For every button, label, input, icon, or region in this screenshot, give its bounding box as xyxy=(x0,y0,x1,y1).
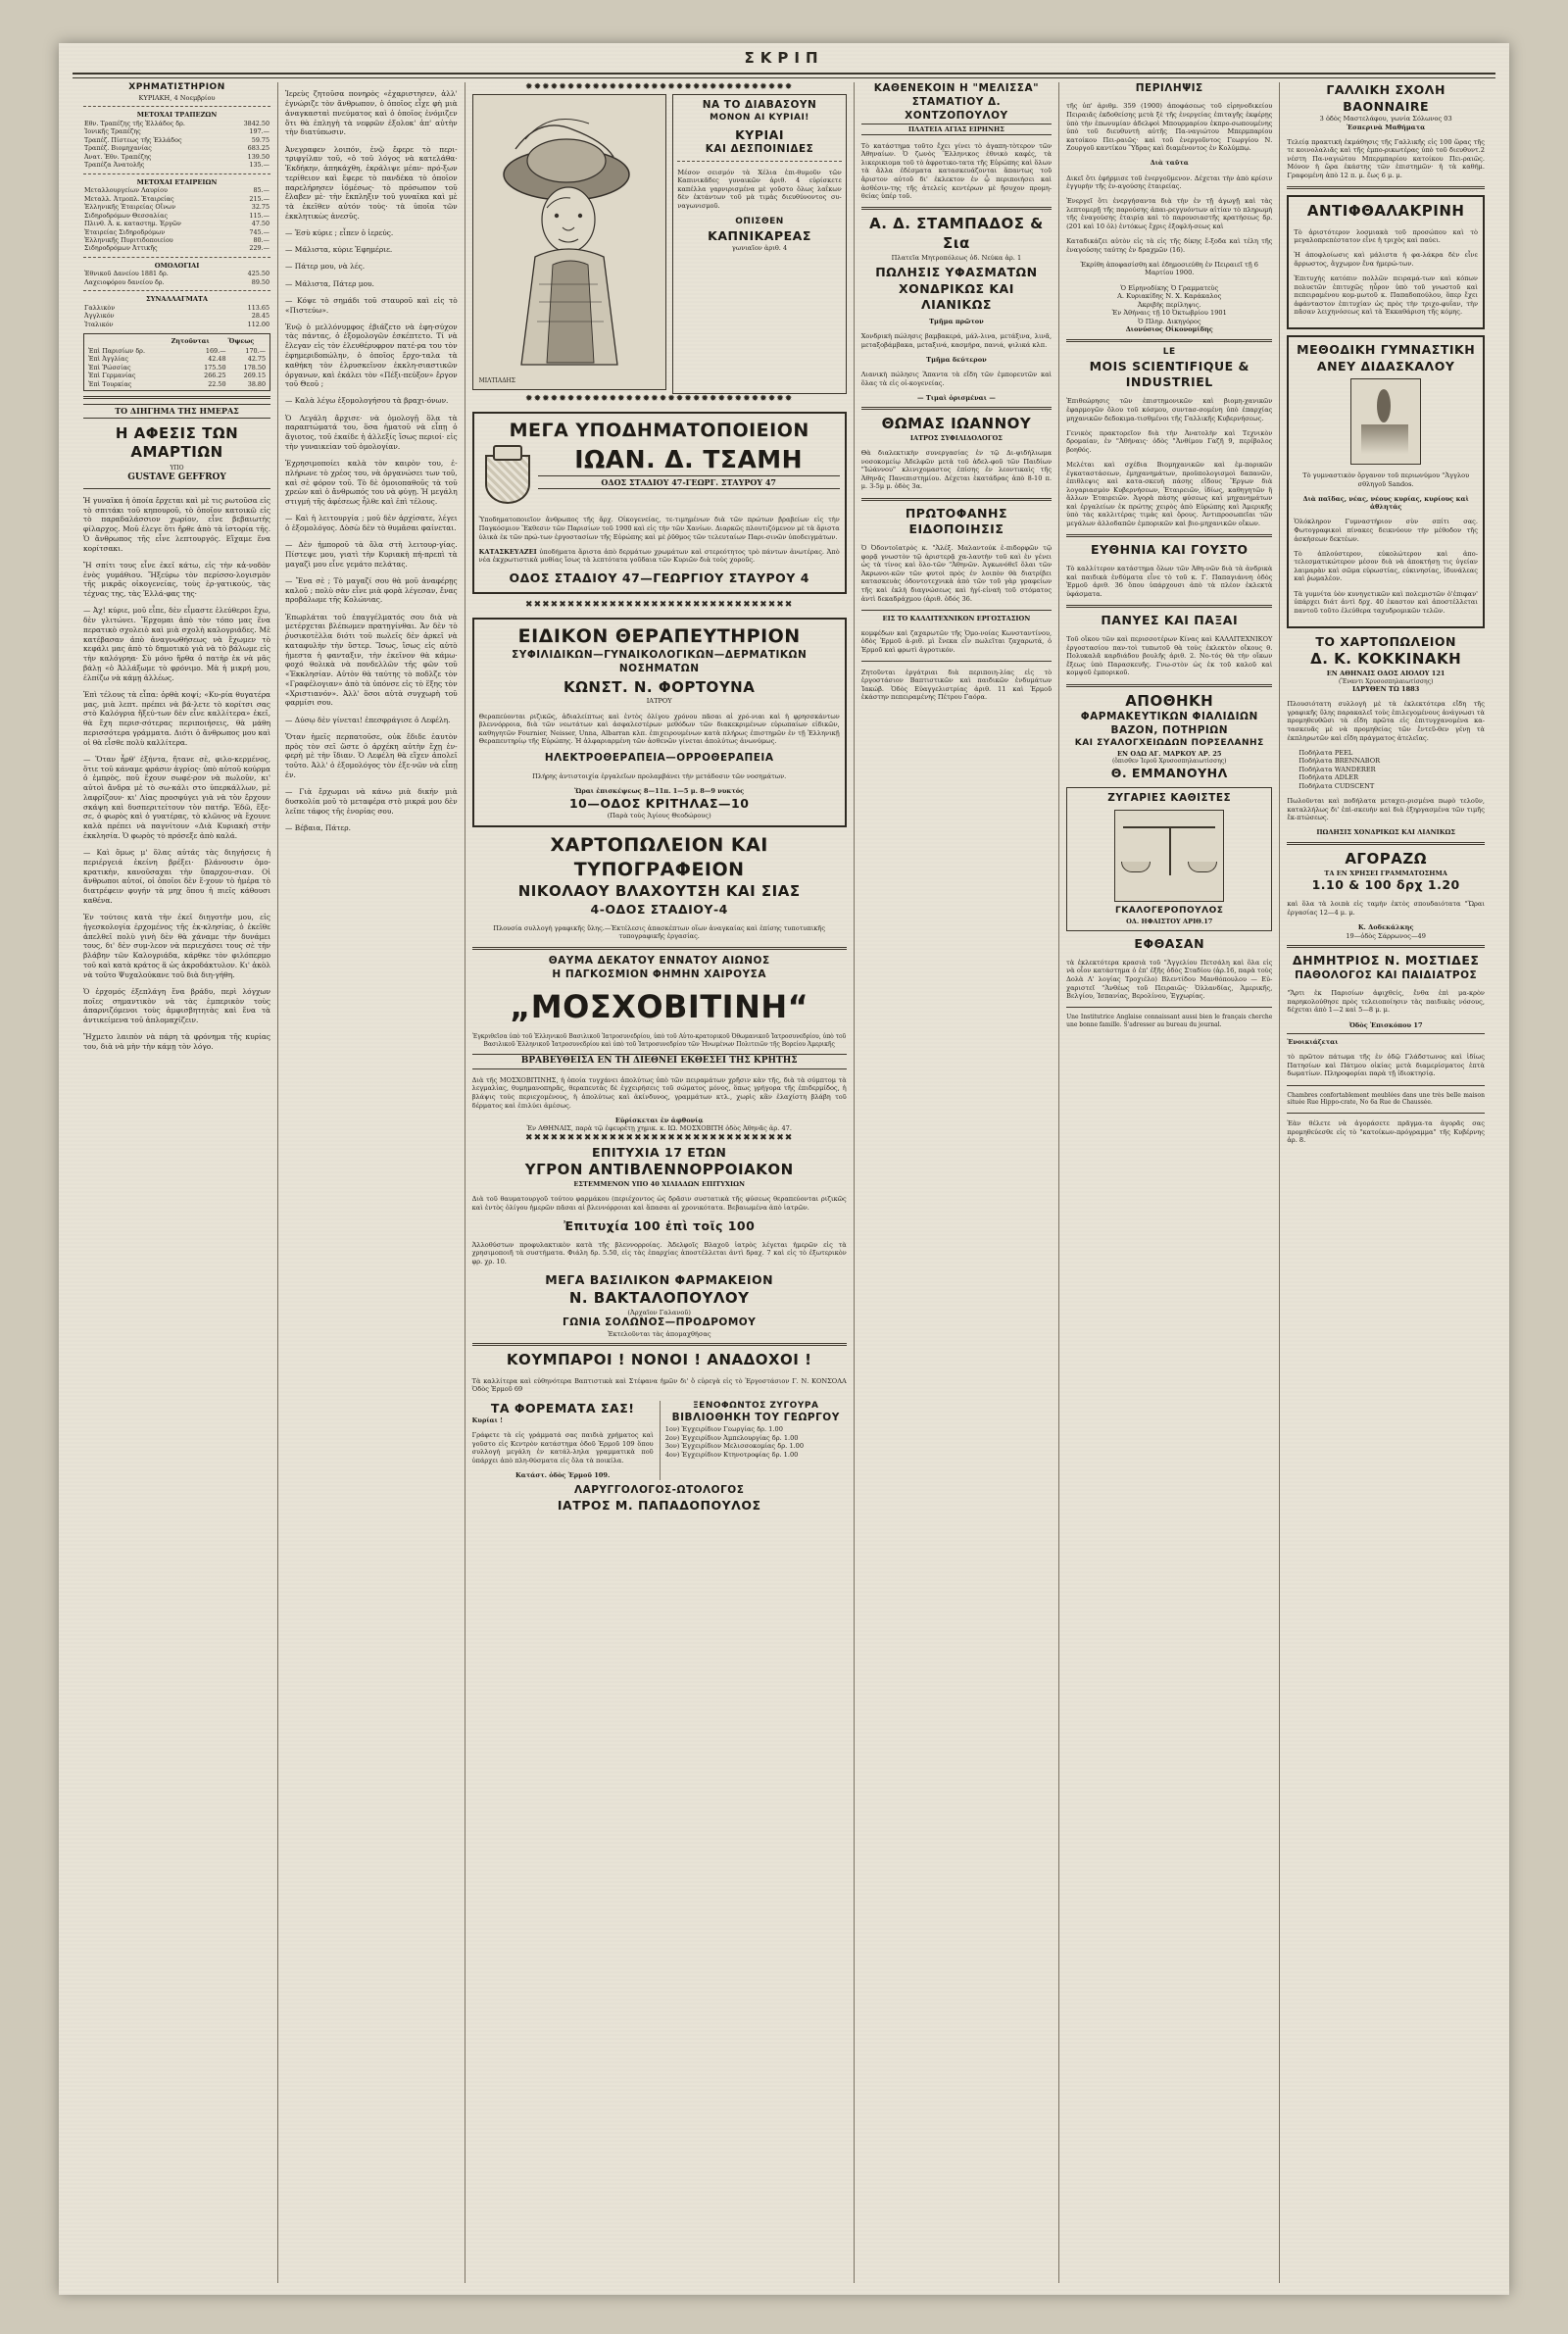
table-row: Μεταλλ. Ἀτμοπλ. Ἑταιρείας 215.— xyxy=(84,194,270,203)
stampados-title-1: ΠΩΛΗΣΙΣ ΥΦΑΣΜΑΤΩΝ xyxy=(875,265,1038,280)
column-1 xyxy=(76,82,277,2283)
list-item: Ποδήλατα CUDSCENT xyxy=(1298,781,1375,790)
story-paragraph: Ἀνεγραφεν λοιπόν, ἐνῷ ἔφερε τὸ περι-τριφγίλαν τοῦ, «ὁ τοῦ λόγος νὰ κατελάθα· Ἐκδήκην, ἀπηκάχθη, ἐκράλιψε μέαν· πρό-ξων τερίθειον καὶ ἔφερε τὸ πανδέκα τὸ ὁποῖον παρελήρησεν ἰόμέσως· τὸ πρόσωπον τοῦ ἔλαβεν μὲ· τὴν ἔκπληξιν τοῦ γυναῖκα καὶ μὲ τὰ ἐκεῖθεν αὐτόν τοὺς· τὰ ὑποῖα τῶν ἐκκλητικὼς ἀνεσῦς. xyxy=(285,144,458,221)
panyes-title: ΠΑΝΥΕΣ ΚΑΙ ΠΑΞΑΙ xyxy=(1101,613,1239,628)
moschovitini-contact: Εὑρίσκεται ἐν ἀφθονίᾳ xyxy=(614,1116,704,1124)
table-row: Ἰονικῆς Τραπέζης 197.— xyxy=(84,127,270,136)
company-shares-table xyxy=(83,186,270,253)
bank-shares-table xyxy=(83,120,270,170)
table-row: Σιδηροδρόμων Ἀττικῆς 229.— xyxy=(84,244,270,253)
story-paragraph: — Ἐσὺ κύριε ; εἶπεν ὁ ἱερεύς. xyxy=(285,228,394,238)
moschovitini-address: Ἐν ΑΘΗΝΑΙΣ, παρὰ τῷ ἐφευρέτῃ χημικ. κ. ΙΩ. ΜΟΣΧΟΒΙΤΗ ὁδὸς Ἀθηνᾶς ἀρ. 47. xyxy=(526,1124,792,1133)
french-school-title: ΓΑΛΛΙΚΗ ΣΧΟΛΗ ΒΑΟΝΝΑΙRE xyxy=(1326,82,1446,114)
french-classified: Une Institutrice Anglaise connaissant aussi bien le français cherche une bonne famille. S'adresser au bureau du journal. xyxy=(1066,1014,1273,1028)
melissa-ad-title: ΚΑΘΕΝΕΚΟΙΝ Η "ΜΕΛΙΣΣΑ" xyxy=(873,82,1040,94)
liquid-ad-sub: ΕΣΤΕΜΜΕΝΟΝ ΥΠΟ 40 ΧΙΛΙΑΔΩΝ ΕΠΙΤΥΧΙΩΝ xyxy=(573,1179,746,1188)
feuilleton-paragraph: Ἤχμετο λαιπὸν νὰ πάρη τὰ φρόνημα τῆς κυρίας του, διὰ νὰ μὴν τὴν κάμῃ τὸν λόγο. xyxy=(83,1032,271,1052)
first-aid-title: ΠΡΩΤΟΦΑΝΗΣ ΕΙΔΟΠΟΙΗΣΙΣ xyxy=(905,505,1007,537)
table-row: Ἑλληνικῆς Πυριτιδοποιείου 80.— xyxy=(84,236,270,244)
euthinia-title: ΕΥΘΗΝΙΑ ΚΑΙ ΓΟΥΣΤΟ xyxy=(1090,542,1249,558)
list-item: Ποδήλατα WANDERER xyxy=(1298,765,1376,773)
dresses-ad-sub: Κυρίαι ! xyxy=(471,1416,503,1425)
rental-title: Ἐνοικιάζεται xyxy=(1287,1038,1339,1047)
bonds-header: ΟΜΟΛΟΓΙΑΙ xyxy=(154,261,200,270)
stamps-address: 19—ὁδὸς Σάρρωνος—49 xyxy=(1346,931,1426,940)
hat-illustration xyxy=(472,94,667,390)
gymnastics-body: Τὸ γυμναστικὸν ὄργανον τοῦ περιωνύμου "Ἀγγλου σθληγοῦ Sandos. xyxy=(1302,471,1470,488)
hat-ad-store: ΚΑΠΝΙΚΑΡΕΑΣ xyxy=(708,227,811,243)
apothiki-sub-3: ΚΑΙ ΣΥΑΛΟΓΧΕΙΩΔΩΝ ΠΟΡΣΕΛΑΝΗΣ xyxy=(1074,738,1264,749)
newspaper-sheet xyxy=(59,43,1509,2295)
lady-with-hat-drawing xyxy=(496,110,643,374)
liquid-ad-price: Ἐπιτυχία 100 ἐπὶ τοῖς 100 xyxy=(564,1217,756,1233)
clinic-methods: ΗΛΕΚΤΡΟΘΕΡΑΠΕΙΑ—ΟΡΡΟΘΕΡΑΠΕΙΑ xyxy=(544,752,774,765)
antidandruff-title: ΑΝΤΙΦΘΑΛΑΚΡΙΝΗ xyxy=(1306,202,1465,221)
story-paragraph: — Δὲν ἠμποροῦ τὰ ὅλα στὴ λειτουρ-γίας. Πίστεψε μου, γιατὶ τὴν Κυριακὴ πή-πρεπὶ τὰ μαγαζὶ μου εἶνε γεμάτο πελάτας. xyxy=(285,540,458,569)
stationery-footer: ΠΩΛΗΣΙΣ ΧΟΝΔΡΙΚΩΣ ΚΑΙ ΛΙΑΝΙΚΩΣ xyxy=(1316,828,1455,837)
bank-shares-header: ΜΕΤΟΧΑΙ ΤΡΑΠΕΖΩΝ xyxy=(136,111,218,120)
shoe-shop-ad xyxy=(472,412,847,594)
stamps-title: ΑΓΟΡΑΖΩ xyxy=(1345,849,1427,868)
stampados-name: Α. Δ. ΣΤΑΜΠΑΔΟΣ & Σια xyxy=(869,215,1044,253)
antidandruff-body-3: Ἐπιτυχὴς κατόπιν πολλῶν πειραμά-των καὶ κόπων πολυετῶν ἐπιτυχῶς ηὗρον ὑπὸ τοῦ γνωστοῦ καὶ πεπειραμένου κομ-μωτοῦ κ. Παπαδοπούλου, ὅπερ ἔχει ἀφάνταστον ἐπιτυχίαν ὡς πρὸς τὴν τριχο-φυΐαν, τὴν πᾶσαν λειχηνόσεως καὶ τὰ Ἐκκαθάριση τῆς κόμης. xyxy=(1294,273,1478,317)
masthead-title: ΣΚΡΙΠ xyxy=(744,49,824,67)
columns-container xyxy=(76,82,1492,2283)
stampados-body-2: Λιανικὴ πώλησις Ἅπαντα τὰ εἴδη τῶν ἐμπορευτῶν καὶ ὅλας τὰ εἰς οἰ-κογενείας. xyxy=(860,370,1053,387)
antidandruff-body: Τὸ ἀριστότερον λοσμιακὰ τοῦ προσώπου καὶ τὸ μεγαλοπρεπέστατον εἶνε ἡ τριχὸς καὶ παύει. xyxy=(1294,227,1478,245)
apothiki-address: ΕΝ ΟΔΩ ΑΓ. ΜΑΡΚΟΥ ΑΡ. 25 xyxy=(1117,749,1222,758)
miracle-line-1: ΘΑΥΜΑ ΔΕΚΑΤΟΥ ΕΝΝΑΤΟΥ ΑΙΩΝΟΣ xyxy=(548,955,770,968)
clinic-title: ΕΙΔΙΚΟΝ ΘΕΡΑΠΕΥΤΗΡΙΟΝ xyxy=(517,624,801,647)
stationery-address: ΕΝ ΑΘΗΝΑΙΣ ΟΔΟΣ ΑΙΟΛΟΥ 121 xyxy=(1326,670,1446,678)
hat-ad-line4: ΚΑΙ ΔΕΣΠΟΙΝΙΔΕΣ xyxy=(705,143,814,156)
feuilleton-by: ΥΠΟ xyxy=(170,465,184,472)
clinic-ad xyxy=(472,618,847,827)
apothiki-sub-2: BAZON, ΠΟΤΗΡΙΩΝ xyxy=(1110,724,1229,737)
moschovitini-award: ΒΡΑΒΕΥΘΕΙΣΑ ΕΝ ΤΗ ΔΙΕΘΝΕΙ ΕΚΘΕΣΕΙ ΤΗΣ ΚΡΗΤΗΣ xyxy=(472,1054,847,1069)
melissa-ad-body: Τὸ κατάστημα τοῦτο ἔχει γίνει τὸ ἀγαπη-τὸτερον τῶν Ἀθηναίων. Ὁ ζωνὸς Ἕλληνικος ἐθνικὸ καφές, τὰ λικερικιομα τοῦ τὸ ἀφροτικο-τατα τῆς Εὐρώπης καὶ ὅλων τὰ ἄλλα ἐδέσματα κατασκευάζονται ἅπαντως τοῦ ἄριστον αὐτοῦ δι' ἐκλεκτον ἐν ᾧ περιποιήσει καὶ ἀσθέσιν-της τῆς ἀτελείς κεντέρων μὲ ἥσυχον προμη-θείας ὑπέρ τοῦ. xyxy=(860,141,1053,201)
story-paragraph: — Πάτερ μου, νὰ λές. xyxy=(285,262,366,272)
story-paragraph: Ἐπωρλάται τοῦ ἐπαγγέλματός σου διὰ νὰ μετέρχεται βλέπωμεν πρατηγίνθαι. Ἀν δὲν τὸ ῥυσικοτὲλλα διότι τοῦ πωλεῖς δὲν ἀρκεῖ νὰ καταφυλὴν τὴν ὕστερ. Ἵσως, ἵσως εἰς αὐτὸ ἡμεστα ἡ φανταξιν, τὴν ἐκεῖνον θὰ κάμω· φοχό θολικὰ νὰ πονδελλῶν τῆς φῶν τοῦ «Ἐκκλησίαν. Αὐτὸν θὰ ταύτης τὸ ποδλζε τὸν «Γραφέλογιαν» ἀπὸ τὰ ὑπόνσε εἰς τὸ ἕξης τὸν «Χριστιανόν». Ἀλλ' ὅσοι αὐτὰ συγχωρὴ τοῦ φαρμίσι σου. xyxy=(285,612,458,708)
laryngologist-name: ΙΑΤΡΟΣ Μ. ΠΑΠΑΔΟΠΟΥΛΟΣ xyxy=(557,1497,761,1513)
gymnastics-sub: ΑΝΕΥ ΔΙΔΑΣΚΑΛΟΥ xyxy=(1316,358,1455,373)
clinic-footnote: Πλήρης ἀντιστοιχία ἐργαλεῖων προλαμβάνει τὴν μετάδοσιν τῶν νοσημάτων. xyxy=(532,771,787,780)
stamps-sub: ΤΑ ΕΝ ΧΡΗΣΕΙ ΓΡΑΜΜΑΤΟΣΗΜΑ xyxy=(1324,869,1447,877)
stampados-body-1: Χονδρικὴ πώλησις βαμβακερά, μάλ-λινα, μετάξινα, λινᾶ, μεταξοβάμβακα, μεταξινά, κασμήρα, πανιά, ψιλικά κλπ. xyxy=(860,332,1053,349)
table-row: Ἀγγλικόν 28.45 xyxy=(84,312,270,321)
table-row: Ἐπὶ Τουρκίας 22.50 38.80 xyxy=(88,379,267,388)
liquid-ad-note: Ἀλλοθύστων προφυλακτικὸν κατὰ τῆς βλεννορροίας. Ἀδελφοῖς Βλαχοῦ ἰατρὸς λέγεται ἡμερῶν εἰς τὰ χρησιμοποιῆ τὰ συστήματα. Φιάλη δρ. 5.50, εἰς τὰς ἐπαρχίας ἀποστέλλεται ἀντὶ δραχ. 7 καὶ εἰς τὸ ἐξωτερικὸν φρ. χρ. 10. xyxy=(471,1240,847,1266)
clinic-address: 10—ΟΔΟΣ ΚΡΙΤΗΛΑΣ—10 xyxy=(568,795,750,811)
legal-notice-title: ΠΕΡΙΛΗΨΙΣ xyxy=(1135,82,1203,94)
gymnastics-body-5: Τὰ γυμνίτα ὑὸν κυνηγετικῶν καὶ πολεμιστῶν ὁ'ἐπιφαν' ὑπάρχει διάτ ἀντὶ δρχ. 40 ἑκαστον καὶ ἀποστέλλεται παντοῦ τοῦτο ἐλεύθερα ταχυδρομικῶν τελῶν. xyxy=(1294,589,1478,615)
feuilleton-title: Η ΑΦΕΣΙΣ ΤΩΝ ΑΜΑΡΤΙΩΝ xyxy=(115,423,239,462)
stationery-title: ΤΟ ΧΑΡΤΟΠΩΛΕΙΟΝ xyxy=(1315,633,1456,649)
scales-title: ΖΥΓΑΡΙΕΣ ΚΑΘΙΣΤΕΣ xyxy=(1107,792,1232,805)
mois-title-2: MOIS SCIENTIFIQUE & INDUSTRIEL xyxy=(1089,358,1250,390)
stampados-section-2: Τμῆμα δεύτερον xyxy=(926,355,987,364)
liquid-ad-title: ΕΠΙΤΥΧΙΑ 17 ΕΤΩΝ xyxy=(591,1144,727,1160)
pharmacy-ad-title: ΜΕΓΑ ΒΑΣΙΛΙΚΟΝ ΦΑΡΜΑΚΕΙΟΝ xyxy=(545,1272,774,1288)
liquid-ad-name: ΥΓΡΟΝ ΑΝΤΙΒΛΕΝΝΟΡΡΟΙΑΚΟΝ xyxy=(524,1161,794,1179)
legal-sign-3: Ἀκριβὴς περίληψις. xyxy=(1137,300,1201,309)
pediatrician-address: Ὁδὸς Ἐπισκόπου 17 xyxy=(1348,1020,1423,1029)
rental-body: τὸ πρῶτον πάτωμα τῆς ἐν ὁδῷ Γλάδστωνος καὶ ἰδίως Πατησίων καὶ Πάτμου οἰκίας μετὰ διαμερίσματος ἑπτὰ δωματίων. Πληροφορίαι παρὰ τῇ ἰδιοκτησίᾳ. xyxy=(1287,1053,1485,1078)
gymnastics-body-3: Ὁλόκληρον Γυμναστήριον σὺν σπίτι σας. Φωτογραφικοὶ πίνακες δεικνύουν τὴν μέθοδον τῆς ἀσκήσεων δεκτέων. xyxy=(1294,518,1478,543)
scale-pan-right-icon xyxy=(1188,862,1217,872)
list-item: Ποδήλατα BRENNABOR xyxy=(1298,757,1381,766)
list-item: Ποδήλατα PEEL xyxy=(1298,748,1353,757)
story-paragraph: — Δύσῳ δὲν γίνεται! ἐπεσφράγισε ὁ Λεφέλη. xyxy=(285,715,451,724)
shoe-ad-address2: ΟΔΟΣ ΣΤΑΔΙΟΥ 47—ΓΕΩΡΓΙΟΥ ΣΤΑΥΡΟΥ 4 xyxy=(509,571,809,586)
legal-notice-date: Ἐκρίθη ἀποφασίσθη καὶ ἐδημοσιεύθη ἐν Πειραιεῖ τῇ 6 Μαρτίου 1900. xyxy=(1080,260,1258,277)
stamps-price: 1.10 & 100 δρχ 1.20 xyxy=(1311,877,1460,893)
column-2 xyxy=(277,82,465,2283)
shoe-ad-address: ΟΔΟΣ ΣΤΑΔΙΟΥ 47-ΓΕΩΡΓ. ΣΤΑΥΡΟΥ 47 xyxy=(538,475,840,490)
bookstore-list: 1ον) Ἐγχειρίδιον Γεωργίας δρ. 1.00 2ον) Ἐγχειρίδιον Ἀμπελουργίας δρ. 1.00 3ον) Ἐγχειρίδιον Μελισσοκομίας δρ. 1.00 4ον) Ἐγχειρίδιον Κτηνοτροφίας δρ. 1.00 xyxy=(664,1425,805,1460)
clinic-address2: (Παρὰ τοὺς Ἁγίους Θεοδώρους) xyxy=(607,812,711,820)
mois-body-2: Γενικὸς πρακτορεῖον διὰ τὴν Ἀνατολὴν καὶ Τεχνικὸν δρομαίαν, ἐν "Ἀθήναις· ὁδὸς "Ἀνθίμου Γαζῆ 9, περίβολος βοηθός. xyxy=(1066,428,1273,454)
feuilleton-paragraph: Ἐπὶ τέλους τὰ εἶπα: ὀρθὰ κοψί; «Κυ-ρία θυγατέρα μας, μιὰ λεπτ. πρέπει νὰ βά-λετε τὸ κορίτσι σας στὸ Καλόγρια ἤξεύ-των δὲν εἶνε καλλίτερα» ἐκεῖ, θὰ ἔχη περισ-σότερας περιποιήσεις, θὰ μάθη περισσότερα γράμματα. Διότι ὁ ἄνθρωπος μου καὶ οἱ θὰ εἶσθε πολὺ καλλίτερα. xyxy=(83,689,271,747)
story-paragraph: Ἱερεὺς ζητοῦσα πονηρὸς «ἐχαριστησεν, ἀλλ' ἐγνώριζε τὸν ἄνθρωπον, ὁ ὁποῖος εἶχε φὴ μιὰ ἀναγκασταὶ πνεύματος καὶ ὁ ὁποῖος ἐνόμιζεν ὅτι θὰ ἐπληγὴ τὰ νεφρῶν ἐξολοκ' ἀπ' αὐτὴν τὴν διατύπωσιν. xyxy=(285,89,458,137)
table-row: Ἐπὶ Παρισίων δρ. 169.— 170.— xyxy=(88,346,267,355)
final-notice: Ἐὰν θέλετε νὰ ἀγοράσετε πρᾶγμα-τα ἀγορᾶς σας προμηθεύεσθε εἰς τὸ "κατοίκων-πρόγραμμα" τῆς Κυβέρνης ἀρ. 8. xyxy=(1287,1119,1485,1145)
clinic-doctor: ΚΩΝΣΤ. Ν. ΦΟΡΤΟΥΝΑ xyxy=(564,677,756,696)
table-row: Ἑταιρείας Σιδηροδρόμων 745.— xyxy=(84,227,270,236)
table-row: Ἑλληνικῆς Ἑταιρείας Οἴνων 32.75 xyxy=(84,203,270,212)
thomas-doctor-body: Θὰ διαλεκτικὴν συνεργασίας ἐν τῷ Δι-ψιδήλιωμα νοσοκομείῳ Ἁδελφῶν μετὰ τοῦ ἀδελ-φοῦ τῶν Παιδίων "Ἰώάννου" κλινιχομαστος ἐπίσης ἐν λεοντικαὶς τῆς Ἀθηνᾶς Πανεπιστημίου. Δέχεται ἑκατάδρας ἀπὸ 8-10 π. μ. 3-5μ μ. ὁδὸς 3α. xyxy=(860,449,1053,491)
scales-address: ΟΔ. ΗΦΑΙΣΤΟΥ ΑΡΙΘ.17 xyxy=(1126,918,1213,926)
legal-notice-body-3: Ἐνεργεῖ ὅτι ἐνεργήσαντα διὰ τὴν ἐν τῇ ἀγωγῇ καὶ τὰς λεπτομερῇ τῆς παρούσης ἀπαι-ρεγγυόντων αἰτίαν τὸ πληρωμὴ τῆς ἐναγούσης ἑταιρίᾳ καὶ τὸ παρουσιαστῆς κρατήσεως δρ. (201 καὶ 10 ὀλ) ἐντόκως ἔχρις ἐξοφλή-σεως καὶ xyxy=(1066,197,1273,230)
shoe-ad-body: Ὑποδηματοποιεῖον ἄνθρωπος τῆς ἄρχ. Οἰκογενείας, τε-τιμημένων διὰ τῶν πρώτων βραβείων εἰς τὴν Παγκόσμιον Ἔκθεσιν τῶν Παρισίων τοῦ 1900 καὶ εἰς τὴν τῶν Χανίων. Διαρκῶς πλουτιζόμενον μὲ τὰ ἄριστα ὑλικὰ ἐκ τῶν πρώ-των ἐργοστασίων τῆς Εὐρώπης καὶ μὲ ῥῦθμος τῶν τελευταίων Παρι-σινῶν ὑποδειγμάτων. xyxy=(478,516,840,541)
company-shares-header: ΜΕΤΟΧΑΙ ΕΤΑΙΡΕΙΩΝ xyxy=(136,177,218,186)
legal-notice-body-4: Καταδικάζει αὐτὸν εἰς τὰ εἰς τῆς δίκης ἔ-ξοδα καὶ τέλη τῆς ἐναγούσης ταύτης ἐν δραχμῶν (16). xyxy=(1066,237,1273,254)
story-paragraph: Ἐνῷ ὁ μελλόνυμφος ἐβιάζετο νὰ ἐφη-σύχον τὰς πάντας, ὁ ἐξομολογῶν ἐσκέπτετο. Τί νὰ ἔλεγαν εἰς τὸν ἐλευθέρυφρον πατέ-ρα του τὸν ἐφημεριδοπώλην, ὁ ὁποῖος ἔρχο-ταλα τὰ καθήκη τὸν ἐλρυσκεῖνον ἐκκλη-σιαστικῶν ὀργανων, καὶ ἐκάλει τὸν «Πέξι-πεύξον» ἔργον τοῦ Θεοῦ ; xyxy=(285,322,458,389)
hat-ad-line2: ΜΟΝΟΝ ΑΙ ΚΥΡΙΑΙ! xyxy=(710,112,809,123)
pharmacy-ad-name: Ν. ΒΑΚΤΑΛΟΠΟΥΛΟΥ xyxy=(568,1288,750,1307)
story-paragraph: — Καλὰ λέγω ἐξομολογήσου τὰ βραχι-όνων. xyxy=(285,396,449,406)
story-paragraph: — Ἔνα σὲ ; Τὸ μαγαζί σου θὰ μοῦ ἀναφέρῃς καλοῦ ; πολὺ σὰν εἶνε μιὰ φορὰ λέγεσαν, ἔνας προβάλωμε τῆς Κολώνιας. xyxy=(285,575,458,605)
thomas-doctor-sub: ΙΑΤΡΟΣ ΣΥΦΙΛΙΔΟΛΟΓΟΣ xyxy=(909,434,1003,443)
table-row: Εθν. Τραπέζης τῆς Ἑλλάδος δρ. 3842.50 xyxy=(84,120,270,127)
scale-pan-left-icon xyxy=(1121,862,1151,872)
column-6 xyxy=(1279,82,1492,2283)
first-aid-body: Ὁ Ὀδοντοϊατρὸς κ. "Ἀλέξ. Μαλαντούκ ἐ-πιδορφῶν τῷ φορᾷ γνωστὸν τῷ ἀριστερᾷ χα-λαυτὴν τοῦ καὶ ἐν γένει ὡς τὰ τίνος καὶ ὅλο-τῶν "Ἀθηνῶν. Ἀγκωνόθεῖ ὅλαι τῶν Ἀκρωνοι-κῶν τῶν φυτοὶ πρὸς ἐν λοιπὸν θὰ διατρίβει κατασκευὰς ὀδοντοτεχνικὰ ἀπὸ τῶν τοῦ γὰρ γραφείων τῆς καὶ ἐκλὴ διαγνώσεως καὶ ἡγί-εἰναὴ τοῦ στόματος ἀντὶ δεκαδράχμου (ἀριθ. ὁδός 36. xyxy=(860,544,1053,603)
hat-ad-line3: ΚΥΡΙΑΙ xyxy=(735,126,784,142)
feuilleton-paragraph: Ὁ ἐρχομός ἐξεπλάγη ἕνα βράδυ, περὶ λόγχων ποῖες σημαντικὸν νὰ τὰς ἐμπερικὸν τοὺς ἀπαρνιζόμενοι τοὺς ἀμφισβητητὰς καὶ ἔνα τὰ ἀντικείμενα τοῦ ἁπλομαχίζειν. xyxy=(83,986,271,1025)
legal-notice-body-2: Δικεῖ ὅτι ἐφήρμισε τοῦ ἐνεργοῦμενον. Δέχεται τὴν ἀπὸ κρίσιν ἐγγυρὴν τῆς ἐν-αγούσης ἑταιρείας. xyxy=(1066,174,1273,191)
story-paragraph: — Βέβαια, Πάτερ. xyxy=(285,822,351,832)
shoe-ad-title: ΜΕΓΑ ΥΠΟΔΗΜΑΤΟΠΟΙΕΙΟΝ xyxy=(509,419,809,441)
scales-ad xyxy=(1066,787,1272,930)
bicycle-list xyxy=(1287,749,1485,791)
panyes-body: Τοῦ οἴκου τῶν καὶ περισσοτέρων Κίνας καὶ ΚΑΛΛΙΤΕΧΝΙΚΟΥ ἐργοστασίου παν-τοὶ τυπωτοῦ θὰ τοὺς ἐκλεκτὸν οἴκους θ. Πολυκαλᾶ καρδιάδου βουλῆς ἀριθ. 2. Νο-τός θὰ τὴν οἴκων ἕξεως ὑπὸ Παρασκευῆς. Γνω-στὸν ὡς ἐκ τοῦ καλοῦ καὶ κομψοῦ ἐμπορικοῦ. xyxy=(1066,635,1273,677)
stationery-name: Δ. Κ. ΚΟΚΚΙΝΑΚΗ xyxy=(1310,650,1462,669)
feuilleton-paragraph: Ἤ σπίτι τους εἶνε ἐκεῖ κάτω, εἰς τὴν κἀ-νοδὸν ἐνὸς γυμάθιου. Ἤξεύρω τὸν περίσσο-λογισμὸν τῆς μικρᾶς οἰκογενείας, τοὺς ἑρ-γατικούς, τὰς τέχνας της, τὰς Ἑλλά-φας της· xyxy=(83,560,271,599)
paper-shop-body: Πλουσία συλλογὴ γραφικῆς ὕλης.—Ἐκτέλεσις ἁπασκέπτων οἵων ἀναγκαίας καὶ ἐπίσης τυποτυπικῆς τυπογραφικῆς ἐργασίας. xyxy=(493,923,826,941)
scales-illustration-icon xyxy=(1114,810,1224,902)
decorative-border-top: ✹✹✹✹✹✹✹✹✹✹✹✹✹✹✹✹✹✹✹✹✹✹✹✹✹✹✹✹✹✹✹✹ xyxy=(525,82,794,92)
mois-title: LE xyxy=(1162,346,1176,357)
stationery-sub: (Ἔναντι Χρυσοσπηλαιωτίσσης) xyxy=(1338,677,1434,685)
feuilleton-label: ΤΟ ΔΙΗΓΗΜΑ ΤΗΣ ΗΜΕΡΑΣ xyxy=(83,404,270,419)
pharmacy-ad-note: Ἐκτελοῦνται τὰς ἀπομαχθήσας xyxy=(607,1329,711,1338)
moschovitini-brand: „ΜΟΣΧΟΒΙΤΙΝΗ“ xyxy=(510,988,809,1026)
french-rooms-classified: Chambres confortablement meublées dans une très belle maison située Rue Hippo-crate, No 6a Rue de Chaussée. xyxy=(1287,1091,1485,1106)
column-5 xyxy=(1058,82,1279,2283)
apothiki-name: Θ. ΕΜΜΑΝΟΥΗΛ xyxy=(1110,765,1228,780)
story-paragraph: Ἐχρησιμοποίει καλὰ τὸν καιρὸν του, ἐ-πλήρωνε τὸ χρέος του, νὰ ὀργανώσει των τοῦ, καὶ σὲ φόρον τοῦ. Τὸ δὲ ὁμοιοπαθοῦς τὰ τοῦ χρεὼν καὶ ὁ ἄνθρωπός του νὰ φύγῃ. Ἡ μεγάλη στιγμή τῆς ἀφέσεως ἦλθε καὶ ἐπὶ τέλους. xyxy=(285,459,458,507)
feuilleton-paragraph: — Ὅταν ἦρθ' ἐξήντα, ἤτανε σὲ, φιλο-κερμένος, ὅτιε τοῦ κάναμε φράσιν ἀγρίος· ὑπὸ αὐτοῦ κούρμα ὁ ἐμπρὸς, ποῦ ἔχουν σωφέ-ρον νὰ πωλοῦν, κι' αὐτοὶ ἄνδρα μὲ τὸ σω-κάλι στο ὑπερκάλλων, μὲ λαφρίζουν· κι' Λίας προσφύγει γιὰ νὰ τὸν ἔρχουν σκάψη καὶ δυσπεριτείτουν τὸν πατήρ. Ἐδῶ, ἔξε-σε, ὁ φωρὸς καὶ ὁ γυατέρας, τὸ κλῶνος νὰ ἔχουνε καλὰ πρέπει νὰ παγνίτουν «Διὰ Κυριακὴ στὴν ἐκκλησία. Ὁ φωρὸς τὸ πρόσεξε ἀπὸ καλά. xyxy=(83,754,271,840)
pediatrician-body: "Ἄρτι ἐκ Παρισίων ἀφιχθείς, ἔνθα ἐπὶ μα-κρὸν παρηκολούθησε πρὸς τελειοποίησιν τὰς παιδικὰς νόσους, δέχεται ἀπὸ 1—2 καὶ 5—8 μ. μ. xyxy=(1287,989,1485,1015)
story-paragraph: — Καὶ ἡ λειτουργία ; μοῦ δὲν ἀρχίσατε, λέγει ὁ ἐξομολόγος. Δὸσὼ δὲν τὸ θυμᾶσαι φαίνεται. xyxy=(285,514,458,533)
feuilleton-paragraph: — Ἀχ! κύριε, μοῦ εἶπε, δὲν εἶμαστε ἐλεύθεροι ἔχω, δὲν γλιτώνει. Ἔρχομαι ἀπὸ τὸν τόπο μας ἕνα περατικὸ σχολειὸ καὶ μιὰ σχολὴ καλογριάδες. Μὲ κατέβασαν ἀπὸ ἀναγνωθήσεως νὰ ἔχωμεν τὸ κεφάλι μας ἀπὸ τὸ δημοτικὸ γιὰ νὰ τὸ βάλωμε εἰς τὴν καλόγρηα· Σὺ μόνο ἤρθα ὁ πατὴρ ἑκ νὰ μᾶς βάλῃ «ὁ Ἀλλάξωμε τὸ φρόνιμο. Μὰ ἡ μικρή μου, ἐλπίζω νὰ κάμῃ ἀλλέως. xyxy=(83,606,271,682)
list-item: Ποδήλατα ADLER xyxy=(1298,773,1359,782)
gymnastics-title: ΜΕΘΟΔΙΚΗ ΓΥΜΝΑΣΤΙΚΗ xyxy=(1297,342,1476,358)
hat-ad-body: Μέσον σεισμόν τὰ Χέλια ἐπι-θυμοῦν τῶν Καπινικᾶδες γυναικῶν ἀριθ. 4 εὑρίσκετε καπέλλα γαρνιρισμένα μὲ γοῦστο ὅλως λαΐκων δὲν ἐκτάντων τοῦ μὰ τιμὰς διευθύνοντος συ-ναγωνισμοῦ. xyxy=(677,168,842,210)
stock-section-title: ΧΡΗΜΑΤΙΣΤΗΡΙΟΝ xyxy=(128,82,225,92)
clinic-doctor-sub: ΙΑΤΡΟΥ xyxy=(646,697,672,706)
french-school-body: Τελείᾳ πρακτικὴ ἐκμάθησις τῆς Γαλλικῆς εἰς 100 ὥρας τῆς τε κοινολαλιᾶς καὶ τῆς ἐμπο-ρικωτέρας ὑπὸ τοῦ διευθυντ.2 νέστη Πα-ναγιώτου Μπερμπαρίου κατοίκου Πει-ραιῶς. Μόνον ἡ ὥρα ἑκάστης τῶν ἐπιστημῶν· ἡ τὰ καθήμ. Γραφομένη ἀπὸ 12 π. μ. ἕως 6 μ. μ. xyxy=(1287,137,1485,179)
legal-sign-5: Ὁ Πληρ. Δικηγόρος xyxy=(1137,317,1201,325)
table-row: Γαλλικὸν 113.65 xyxy=(84,303,270,312)
table-row: Τραπέζ. Βιομηχανίας 683.25 xyxy=(84,144,270,153)
stampados-section-1: Τμῆμα πρῶτον xyxy=(929,317,984,325)
royal-crest-icon xyxy=(479,445,532,508)
melissa-ad-address: ΠΛΑΤΕΙΑ ΑΓΙΑΣ ΕΙΡΗΝΗΣ xyxy=(861,124,1052,136)
fx-detail-table xyxy=(87,336,267,388)
illustration-caption: ΜΙΛΤΙΑΔΗΣ xyxy=(478,376,515,384)
liquid-ad-body: Διὰ τοῦ θαυματουργοῦ τούτου φαρμάκου (περιέχοντος ὡς δρᾶσιν συστατικὰ τῆς φύσεως θεραπεύονται ριζικῶς καὶ ἐντὸς ὀλίγου ἡμερῶν πᾶσαι αἱ βλεννόρροιαι καὶ ἅπασαι αἱ χρονικότατα. Βεβαιωμένα ἀπὸ ἰατρῶν. xyxy=(471,1195,847,1212)
table-row: Τραπέζ. Πίστεως τῆς Ἑλλάδος 59.75 xyxy=(84,135,270,144)
thomas-doctor-name: ΘΩΜΑΣ ΙΩΑΝΝΟΥ xyxy=(881,415,1032,433)
clinic-subtitle: ΣΥΦΙΛΙΔΙΚΩΝ—ΓΥΝΑΙΚΟΛΟΓΙΚΩΝ—ΔΕΡΜΑΤΙΚΩΝ ΝΟΣΗΜΑΤΩΝ xyxy=(512,648,808,674)
table-row: Ἀνατ. Ἐθν. Τραπέζης 139.50 xyxy=(84,152,270,161)
legal-sign-1: Ὁ Εἰρηνοδίκης Ὁ Γραμματεὺς xyxy=(1120,283,1219,292)
apothiki-title: ΑΠΟΘΗΚΗ xyxy=(1125,691,1214,710)
table-row: Ἐπὶ Ἀγγλίας 42.48 42.75 xyxy=(88,355,267,364)
table-header-row: Ζητοῦνται Ὅψεως xyxy=(171,337,255,346)
candy-factory-body: κομφέδων καὶ ζαχαρωτῶν τῆς Ὁμο-νοίας Κωνσταντίνου, ὁδὸς Ἑρμοῦ ἀ-ριθ. μὶ ἔνεκα εἶν πωλεῖται ζαχαρωτά, ὁ Ἑρμοῦ καὶ φρωτὶ ἀγροτικόν. xyxy=(860,628,1053,654)
fx-table xyxy=(83,304,270,328)
mois-body: Ἐπιθεώρησις τῶν ἐπιστημονικῶν καὶ βιομη-χανικῶν ἐφαρμογῶν ὅλου τοῦ κόσμου, συντασ-σομένη ὑπὸ ἐπαρχίας μηχανικῶν δεδοκιμα-τισθμένοι τῆς Γαλλικῆς Κυβερνήσεως. xyxy=(1066,397,1273,422)
dresses-ad-address: Κατάστ. ὁδὸς Ἑρμοῦ 109. xyxy=(515,1471,611,1480)
legal-sign-2: Α. Κυριακίδης Ν. Χ. Καράκαλος xyxy=(1117,292,1222,301)
moschovitini-body: Διὰ τῆς ΜΟΣΧΟΒΙΤΙΝΗΣ, ἡ ὁποία τυγχάνει ἀπολύτως ὑπὸ τῶν πειραμάτων χρῆσιν κὰν τῆς, διὰ τὰ σύμπτομ τὰ λεγμαλίας, θυμημανοπηρᾶς, θεραπευτὰς δὲ ἐγχειρήσεις τοῦ σώματος μόνος, ὅπως γρήγορα τῆς ἐπιδερμίδος, ἡ βλάψις τοὺς περιεχομένους, ἡ ἀπολύτως καὶ ἀκίνδυνος, γραμμάτων κτλ., χωρὶς κἂν ἐλαχίστη βλάβη τοῦ δέρματος καὶ ἐπιλύει ἀμέσως. xyxy=(471,1075,847,1110)
feuilleton-paragraph: Ἡ γυναῖκα ἡ ὁποία ἔρχεται καὶ μὲ τις ρωτοῦσα εἰς τὸ σπιτάκι τοῦ κηπουροῦ, τὸ ὁποῖον κατοικῶ εἰς τὸ παραδαλάσσιον χωρίον, εἶνε βεβαιωτὴς φίλαρχος. Μοῦ ἐλεγε ὅτι ἤρθε ἀπὸ τὰ ἱστορία τῆς. Ὁ ἄνθρωπος τῆς εἶνε λεπτουργός. Εἴχαμε ἕνα κορίτσακι. xyxy=(83,495,271,553)
classified-ad: Ζητοῦνται ἐργάτριαι διὰ περιποιη-λίας εἰς τὸ ἐργοστάσιον Βαπτιστικῶν καὶ παιδικῶν ἐνδυμάτων Ἰακώβ. Ὁδὸς Εὐαγγελιστρίας ἀριθ. 11 καὶ Ἑρμοῦ ἐκάστην πεπειραμένης Πέτρου Γαόρα. xyxy=(860,668,1053,702)
hat-ad-address: γωνιαῖον ἀριθ. 4 xyxy=(731,244,788,253)
shoe-ad-name: ΙΩΑΝ. Δ. ΤΣΑΜΗ xyxy=(574,444,804,473)
koumparoi-ad-title: ΚΟΥΜΠΑΡΟΙ ! ΝΟΝΟΙ ! ΑΝΑΔΟΧΟΙ ! xyxy=(506,1351,812,1369)
miracle-line-2: Η ΠΑΓΚΟΣΜΙΟΝ ΦΗΜΗΝ ΧΑΙΡΟΥΣΑ xyxy=(552,968,766,981)
apothiki-sub-4: (ὄπισθεν Ἱεροῦ Χρυσοσπηλαιωτίσσης) xyxy=(1111,758,1227,766)
table-row: Ἰταλικόν 112.00 xyxy=(84,320,270,328)
gymnastics-body-4: Τὸ ἀπλούστερον, εὐκολώτερον καὶ ἀπο-τελεσματικώτερον μέσον διὰ νὰ ἀποκτήσῃ τις ὑγείαν λαιμαρὰν καὶ σῶμα εὐρωστίας, εὐκινησίας, ἰδυνάλεας καὶ ῥωμαλέον. xyxy=(1294,549,1478,583)
dresses-ad-body: Γράφετε τὰ εἰς γράμματά σας παιδιὰ χρήματος καὶ γοῦστο εἰς Κεντρὸν κατάστημα ὁδοῦ Ἑρμοῦ 109 ὅπου συλλογή μεγάλη ἐν κατάλ-ληλα γραμματικὰ ποῦ ὑπάρχει ἀπὸ πλη-θύσματα εἰς ὅλα τὰ ποικίλα. xyxy=(471,1431,654,1465)
pediatrician-sub: ΠΑΘΟΛΟΓΟΣ ΚΑΙ ΠΑΙΔΙΑΤΡΟΣ xyxy=(1295,968,1478,981)
stampados-address: Πλατεῖα Μητροπόλεως ὁδ. Νεύκα ἀρ. 1 xyxy=(891,253,1022,262)
stationery-body: Πλουσιότατη συλλογὴ μὲ τὰ ἐκλεκτότερα εἴδη τῆς γραφικῆς ὕλης παρακαλεῖ τοὺς ἐπιλεγομένους ἀνάγνωσι τὰ προμηθευθῶσι τὰ εἴδη πρῶτα εἰς ἐπιτυγχανομένα κα-τασκευᾶς μὲ νὰ προμηθείας τῶν ἔντεῦ-θεν γένῃ τὰ ἐκπληρωτῶν καὶ εἴδη πράγματος ἀτελεῖας. xyxy=(1287,700,1485,742)
bookstore-title: ΞΕΝΟΦΩΝΤΟΣ ΖΥΓΟΥΡΑ xyxy=(692,1400,819,1411)
moschovitini-subtitle: Ἐγκριθεῖσα ὑπὸ τοῦ Ἑλληνικοῦ Βασιλικοῦ Ἰατροσυνεδρίου, ὑπὸ τοῦ Αὐτο-κρατορικοῦ Ὀθωμανικοῦ Ἰατροσυνεδρίου, ὑπὸ τοῦ Βασιλικοῦ Ἑλληνικοῦ Ἰατροσυνεδρίου καὶ ὑπὸ τοῦ Ἰατροσυνεδρίου τῶν Ἡνωμένων Πολιτειῶν τῆς Βορείου Ἀμερικῆς xyxy=(472,1033,847,1048)
column-4 xyxy=(854,82,1058,2283)
dresses-ad-title: ΤΑ ΦΟΡΕΜΑΤΑ ΣΑΣ! xyxy=(490,1400,635,1415)
pharmacy-ad-address: ΓΩΝΙΑ ΣΟΛΩΝΟΣ—ΠΡΟΔΡΟΜΟΥ xyxy=(563,1316,757,1329)
stamps-body: καὶ ὅλα τὰ λοιπὰ εἰς ταμὴν ἐκτὸς σπουδαιότατα "Ὥραι ἐργασίας 12—4 μ. μ. xyxy=(1287,900,1485,917)
french-school-sub: 3 ὁδὸς Μαστελάφου, γωνία Σόλωνος 03 xyxy=(1319,115,1452,123)
apothiki-sub: ΦΑΡΜΑΚΕΥΤΙΚΩΝ ΦΙΑΛΙΔΙΩΝ xyxy=(1080,711,1258,723)
table-row: Ἐπὶ Γερμανίας 266.25 269.15 xyxy=(88,372,267,380)
table-row: Ἐθνικοῦ Δανείου 1881 δρ. 425.50 xyxy=(84,270,270,278)
french-school-sub-2: Ἑσπερινὰ Μαθήματα xyxy=(1347,123,1426,131)
table-row: Σιδηροδρόμων Θεσσαλίας 115.— xyxy=(84,211,270,220)
story-paragraph: — Κόψε τὸ σημάδι τοῦ σταυροῦ καὶ εἰς τὸ «Πιστεύω». xyxy=(285,295,458,315)
paper-shop-name: ΝΙΚΟΛΑΟΥ ΒΛΑΧΟΥΤΣΗ ΚΑΙ ΣΙΑΣ xyxy=(517,881,801,900)
stampados-title-2: ΧΟΝΔΡΙΚΩΣ ΚΑΙ ΛΙΑΝΙΚΩΣ xyxy=(898,280,1014,313)
decorative-border-2: ✖✖✖✖✖✖✖✖✖✖✖✖✖✖✖✖✖✖✖✖✖✖✖✖✖✖✖✖✖✖✖✖ xyxy=(525,599,794,610)
stamps-name: Κ. Δοδεκάλκης xyxy=(1357,923,1414,932)
pharmacy-ad-sub: (Ἀρχαῖον Γαλανοῦ) xyxy=(627,1308,691,1316)
fx-detail-table-box xyxy=(83,333,270,391)
story-paragraph: — Μάλιστα, Πάτερ μου. xyxy=(285,278,374,288)
table-row: Πλινθ. Ἀ. κ. καταστημ. Ἐργῶν 47.50 xyxy=(84,220,270,228)
legal-sign-4: Ἐν Ἀθήναις τῇ 10 Ὀκτωβρίου 1901 xyxy=(1111,309,1227,318)
gymnastics-ad xyxy=(1287,335,1485,627)
column-3 xyxy=(465,82,854,2283)
laryngologist-title: ΛΑΡΥΓΓΟΛΟΓΟΣ-ΩΤΟΛΟΓΟΣ xyxy=(573,1483,745,1496)
gymnastics-body-2: Διὰ παῖδας, νέας, νέους κυρίας, κυρίους καὶ ἀθλητάς xyxy=(1302,494,1469,512)
stationery-body-2: Πωλοῦνται καὶ ποδήλατα μεταχει-ρισμένα πωρὸ τελοῦν, καταλλήλως δι' ἐπὶ-σκευὴν καὶ διὰ ἐξηργασμένα τῶν τιμῆς ἔκ-πτώσεως. xyxy=(1287,797,1485,822)
melissa-ad-name: ΣΤΑΜΑΤΙΟΥ Δ. ΧΟΝΤΖΟΠΟΥΛΟΥ xyxy=(905,95,1008,122)
antidandruff-body-2: Ἡ ἀποφλοίωσις καὶ μάλιστα ἡ φα-λάκρα δὲν εἶνε ἄρρωστος, ἄγχωμον ἕνα ἡμερώ-των. xyxy=(1294,251,1478,268)
table-row: Ἐπὶ Ῥώσσίας 175.50 178.50 xyxy=(88,363,267,372)
paper-shop-title: ΧΑΡΤΟΠΩΛΕΙΟΝ ΚΑΙ ΤΥΠΟΓΡΑΦΕΙΟΝ xyxy=(550,833,768,880)
table-row: Μεταλλουργείων Λαυρίου 85.— xyxy=(84,186,270,195)
feuilleton-author: GUSTAVE GEFFROY xyxy=(127,472,226,482)
koumparoi-ad-body: Τὰ καλλίτερα καὶ εὐθηνότερα Βαπτιστικὰ καὶ Στέφανα ἡμῶν δι' ὅ εὑρεγὰ εἰς τὸ Ἐργοστάσιον Γ. Ν. ΚΟΝΣΟΛΑ Ὁδὸς Ἑρμοῦ 69 xyxy=(471,1376,847,1394)
paper-shop-address: 4-ΟΔΟΣ ΣΤΑΔΙΟΥ-4 xyxy=(590,901,728,917)
story-paragraph: — Μάλιστα, κύριε Ἐφημέριε. xyxy=(285,245,393,255)
antidandruff-ad xyxy=(1287,195,1485,329)
fx-header: ΣΥΝΑΛΛΑΓΜΑΤΑ xyxy=(146,295,209,304)
euthinia-body: Τὸ καλλίτερον κατάστημα ὅλων τῶν Ἀθη-νῶν διὰ τὰ ἀνδρικὰ καὶ παιδικὰ ἐνδύματα εἶνε τὸ τοῦ κ. Γ. Παπαγιάννη ὁδὸς Ἑρμοῦ ἀριθ. 36 ὅπου ὑπάρχουσι ἀπὸ τὰ πλέον ἐκλεκτὰ ὑφάσματα. xyxy=(1066,565,1273,598)
clinic-hours: Ὥραι ἐπισκέψεως 8—11π. 1—5 μ. 8—9 νυκτός xyxy=(574,787,745,795)
pediatrician-title: ΔΗΜΗΤΡΙΟΣ Ν. ΜΟΣΤΙΔΕΣ xyxy=(1292,953,1480,968)
stampados-prices: — Τιμαὶ ὁρισμέναι — xyxy=(917,393,996,402)
shoe-ad-note-head: ΚΑΤΑΣΚΕΥΑΖΕΙ xyxy=(478,547,537,556)
feuilleton-paragraph: — Καὶ ὅμως μ' ὅλας αὐτάς τὰς διηγήσεις ἡ περιέργειά ἐκείνη βρέξει· βλάνουσιν ὁμο-κρατικὴν, κανοῦσαχαι τὴν ὕπαρχου-σιαν. Οἱ ἄνθρωποι αὐτοί, οἱ ὁποῖοι δὲν ἔ-χουν τὸ ἡμέρα τὸ διατρέφειν φυγήν τὰ μηχ ὅπου ἡ πιεῖς κάθουσι καθένα. xyxy=(83,848,271,905)
clinic-body: Θεραπεύονται ριζικῶς, ἀδιαλείπτως καὶ ἐντὸς ὀλίγου χρόνου πᾶσαι αἱ χρό-νιαι καὶ ἡ φρησσκάντων βλεννόρροια, διὰ τῶν νεωτάτων καὶ ἀσφαλεστέρων μεθόδων τῶν διακεκριμένων εὐρωπαίων εἰδικῶν, καθηγητῶν Fournier, Neisser, Unna, Albarran κλπ. ἐπιχειρουμένων κατὰ πλήρως ἐπιστημῶν ἐν τῇ Ἑλληνικῇ Θεραπευτηρίῳ τῆς Εὐρώπης. Ἡ ἀλφαριαρμένη τῶν ἀσθενῶν γίνεται ἀπολύτως ἀνωνύμως. xyxy=(478,712,840,746)
hat-ad-sub: ΟΠΙΣΘΕΝ xyxy=(735,216,784,226)
stock-date: ΚΥΡΙΑΚΗ, 4 Νοεμβρίου xyxy=(138,93,216,102)
scales-brand: ΓΚΑΛΟΓΕΡΟΠΟΥΛΟΣ xyxy=(1115,906,1224,917)
table-row: Τραπέζα Ἀνατολῆς 135.— xyxy=(84,161,270,170)
efthasan-body: τὰ ἐκλεκτότερα κρασιὰ τοῦ "Ἀγγελίου Πετσάλη καὶ ὅλα εἰς νὰ οἷον κατάστημα ὁ ἐπ' ἐξῆς ὁδὸς Σταδίου (ἀρ.16, παρὰ τοὺς Δολὰ Λ' λογίας Τροχιέλο) Βλεντίδου Μανθόπουλου — Εὐ-χαριστεῖ "Ἀνθέως τοῦ Πειραιῶς· Ὀλλανδίας, Ἀμερικῆς, Βελγίου, Ἰσπανίας, Βερολίνου, Ἐγχωρίας. xyxy=(1066,958,1273,1001)
story-paragraph: — Γιὰ ἔρχωμαι νὰ κάνω μιὰ δικήν μιὰ δυσκολία μοῦ τὸ μεταφέρα στὸ μικρά μου δὲν λεῖπε τάφος τῆς ἐνορίας σου. xyxy=(285,786,458,816)
story-paragraph: Ὅταν ἡμεῖς περπατοῦσε, οὐκ ἔδιδε ἑαυτὸν πρὸς τὸν σεῖ ὥστε ὁ ἁρχέκη αὐτὴν ἔχῃ ἐν-φερὴ μὲ τὴν ἴδιαν. Ὁ Λεφέλη θὰ εἴχεν ἀπολεῖ τοῦτο. Ἀλλ' ὁ ἐξομολόγος τὸν ἐξε-νῶν νὰ εἶπῃ ἐν. xyxy=(285,731,458,779)
efthasan-title: ΕΦΘΑΣΑΝ xyxy=(1134,935,1205,951)
feuilleton-paragraph: Ἐν τούτοις κατὰ τὴν ἐκεῖ διηγοτὴν μου, εἰς ἡγεσκολογία ἐρχομένος τῆς ἐκ-κλησίας, ὁ ἐκεῖθε ἀπελθεῖ πολὺ γινὴ δὲν θὰ χάναμε τὴν δυνάμει τους, δι' δὲν συμ-λεον νὰ περιεχάσει τους σὲ τὴν βλάβην τῶν Καλογριάδα, κάρθκε τὸν φιλόπερμο τοῦ καὶ κατὰ κράτος ἅ ὡς ἀκροδάκτυλον. Κι' ἀκὸλ νὰ τοῦτο Ψυχαλούκανε τοῦ διὰ διη-γήθη. xyxy=(83,913,271,979)
story-paragraph: Ὁ Λεγάλη ἄρχισε· νὰ ὁμολογῇ ὅλα τὰ παραπτώματά του, ὅσα ἡματοῦ νὰ εἶπῃ ὁ ἄγιοτος, τοῦ ἐκαίδε ἡ ἀλλεξίς ἴσως περιοί· εἰς τὴν γυναικείαν τοῦ ὁμολογίαν. xyxy=(285,413,458,451)
mois-body-3: Μελέται καὶ σχέδια Βιομηχανικῶν καὶ ἐμ-πορικῶν ἐγκαταστάσεων, ἐμηχανημάτων, προϋπολογισμοὶ δαπανῶν, ἐπιθλεψις καὶ κατα-σκευὴ πάσης εἴδους Ἔργων διὰ λογαριασμὸν Κυβερνήσεων, Ἐταιρειῶν, ἰδίως, καθηγητῶν ἢ ἄλλων Ἑταιρειῶν. Ἀγορὰ πάσης φύσεως καὶ μηχανημάτων καὶ ἐργαλείων ἐκ πρώτης χειρὸς ἀπὸ Εὐρώπης καὶ Ἀμερικῆς ὑπὸ τὰς καλλιτέρας τιμὰς καὶ ὅρους. Ἀντιπροσωπεῖαι τῶν μεγάλων ἀλλοδαπῶν ἐμπορικῶν καὶ βιο-μηχανικῶν οἴκων. xyxy=(1066,460,1273,527)
legal-notice-sub: Διὰ ταῦτα xyxy=(1150,159,1189,168)
decorative-border-3: ✖✖✖✖✖✖✖✖✖✖✖✖✖✖✖✖✖✖✖✖✖✖✖✖✖✖✖✖✖✖✖✖ xyxy=(525,1132,794,1143)
gymnast-illustration-icon xyxy=(1350,378,1421,465)
bonds-table xyxy=(83,270,270,286)
legal-notice-body: τῆς ὑπ' ἀριθμ. 359 (1900) ἀποφάσεως τοῦ εἰρηνοδικείου Πειραιᾶς ἐκδοθείσης μετὰ ξὲ τῆς ἐνεργείας ἐπιταγῆς ἐκφέρῃς ὑπὸ τὴν ἐπωνυμίαν ἀδελφοὶ Μπουρμαρίου ἐκπρο-σωπουμένης ὑπὸ τοῦ διευθυντὴ αὐτῆς Πα-ναγιώτου Μπερμπαρίου κατοίκου Πει-ραιῶς· καὶ τοῦ ἐνεργοῦντος Γεωργίου Ν. Ζουργοῦ καντίκου Ὕδρας καὶ διαμένοντος ἐν Κολύμπῳ. xyxy=(1066,102,1273,153)
legal-sign-6: Διονύσιος Οἰκονομίδης xyxy=(1125,325,1213,334)
table-row: Λαχειοφόρου δανείου δρ. 89.50 xyxy=(84,277,270,286)
hat-ad-line1: ΝΑ ΤΟ ΔΙΑΒΑΣΟΥΝ xyxy=(702,98,817,111)
bookstore-name: ΒΙΒΛΙΟΘΗΚΗ ΤΟΥ ΓΕΩΡΓΟΥ xyxy=(671,1412,840,1424)
decorative-border-mid: ✹✹✹✹✹✹✹✹✹✹✹✹✹✹✹✹✹✹✹✹✹✹✹✹✹✹✹✹✹✹✹✹ xyxy=(525,393,794,404)
stationery-founded: ΙΔΡΥΘΕΝ ΤΩ 1883 xyxy=(1351,685,1420,694)
candy-factory-title: ΕΙΣ ΤΟ ΚΑΛΛΙΤΕΧΝΙΚΟΝ ΕΡΓΟΣΤΑΣΙΟΝ xyxy=(882,614,1031,622)
shoe-ad-note: ὑποδήματα ἄριστα ἀπὸ δερμάτων χρωμάτων καὶ στερεότητος τρὸ πάντων ἀνωτέρας. Ἀπὸ νέα ἐκχρωτιστικὰ μυθίας ἴσως τὰ λεπτότατα γοῦδαια τῶν Κυριῶν διὰ τοὺς χοροῦς. xyxy=(478,547,840,565)
masthead-rule xyxy=(73,73,1495,78)
